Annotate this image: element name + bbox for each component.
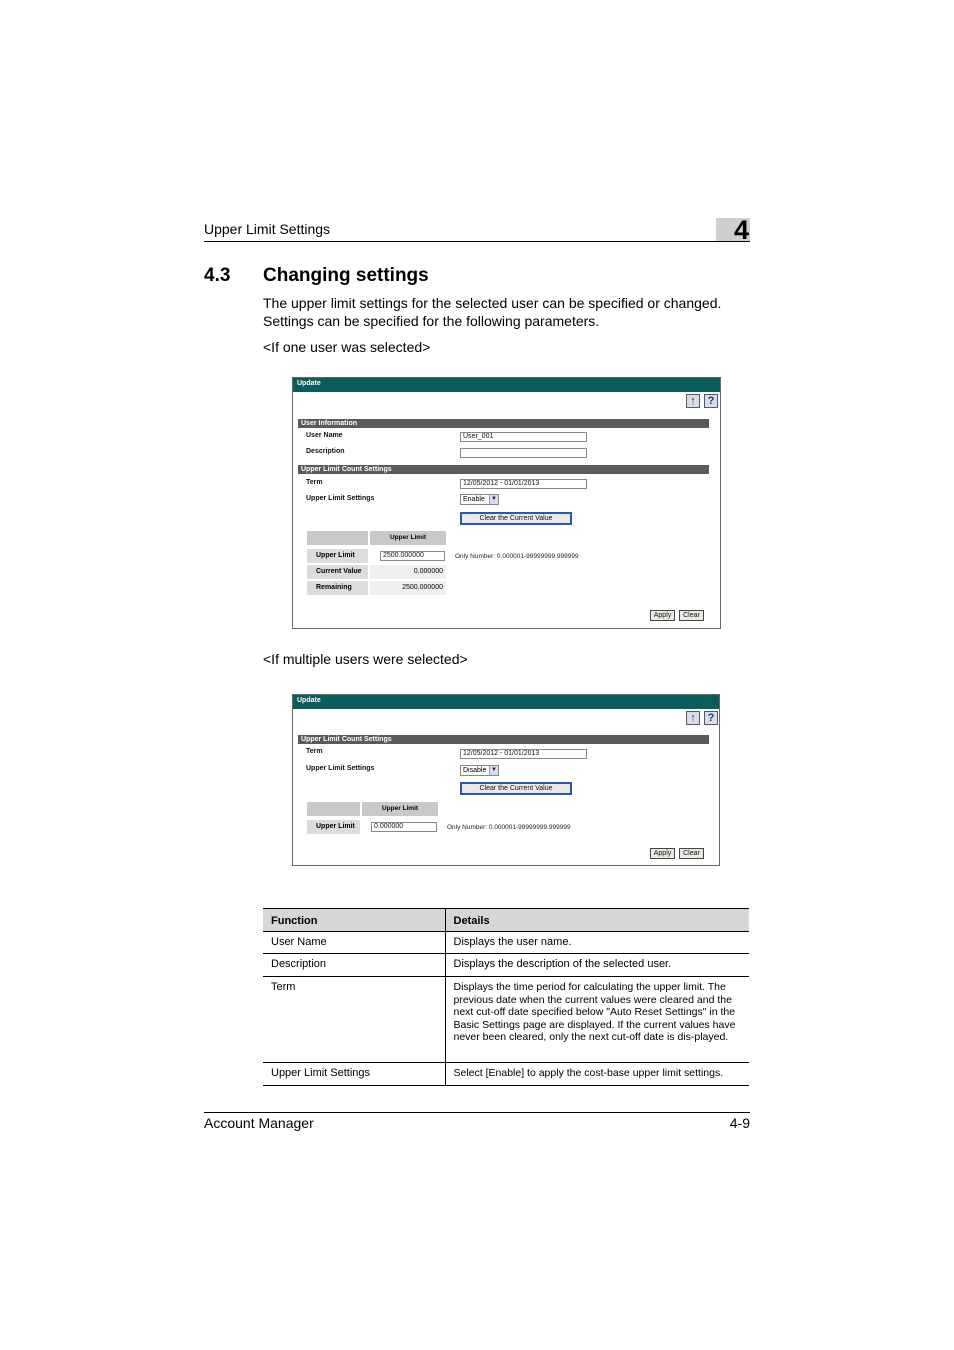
intro-line-1: The upper limit settings for the selected user can be specified or changed.	[263, 295, 722, 311]
panel-title-bar	[293, 695, 719, 709]
current-value-cell: 0.000000	[369, 564, 447, 580]
table-row	[263, 1063, 749, 1086]
apply-button[interactable]: Apply	[650, 848, 675, 859]
footer-rule	[204, 1112, 750, 1113]
row-label-upper-limit: Upper Limit	[306, 819, 361, 835]
function-column-header: Function	[263, 909, 445, 932]
row-label-remaining: Remaining	[306, 580, 369, 596]
details-cell: Displays the user name.	[445, 932, 749, 954]
count-settings-header: Upper Limit Count Settings	[298, 465, 709, 474]
term-label: Term	[306, 479, 323, 486]
upper-limit-cell	[369, 548, 447, 564]
count-settings-header: Upper Limit Count Settings	[298, 735, 709, 744]
clear-current-value-button[interactable]: Clear the Current Value	[460, 782, 572, 795]
range-hint: Only Number: 0.000001-99999999.999999	[455, 553, 579, 560]
case-single-user: <If one user was selected>	[263, 339, 431, 355]
chapter-number: 4	[733, 215, 749, 245]
function-table	[263, 908, 749, 1086]
table-row	[263, 932, 749, 954]
function-cell: User Name	[263, 932, 445, 954]
table-header-row	[263, 909, 749, 932]
row-label-current-value: Current Value	[306, 564, 369, 580]
apply-button[interactable]: Apply	[650, 610, 675, 621]
user-info-header: User Information	[298, 419, 709, 428]
upper-limit-settings-select[interactable]: Enable ▼	[460, 494, 499, 505]
update-panel-multiple	[292, 694, 720, 866]
upper-limit-settings-label: Upper Limit Settings	[306, 495, 375, 502]
table-corner-cell	[306, 530, 369, 546]
upper-limit-input[interactable]: 0.000000	[371, 822, 437, 832]
description-label: Description	[306, 448, 345, 455]
up-arrow-icon[interactable]: ↑	[686, 394, 700, 408]
help-icon[interactable]: ?	[704, 711, 718, 725]
case-multiple-users: <If multiple users were selected>	[263, 651, 468, 667]
upper-limit-col-header: Upper Limit	[361, 801, 439, 817]
panel-title: Update	[297, 380, 321, 387]
table-row	[263, 977, 749, 1063]
clear-current-value-button[interactable]: Clear the Current Value	[460, 512, 572, 525]
table-row	[263, 954, 749, 977]
header-rule	[204, 241, 750, 242]
description-field[interactable]	[460, 448, 587, 458]
term-label: Term	[306, 748, 323, 755]
details-cell: Displays the description of the selected user.	[445, 954, 749, 977]
function-cell: Upper Limit Settings	[263, 1063, 445, 1086]
footer-title: Account Manager	[204, 1115, 314, 1131]
up-arrow-icon[interactable]: ↑	[686, 711, 700, 725]
running-header: Upper Limit Settings	[204, 221, 331, 237]
remaining-cell: 2500.000000	[369, 580, 447, 596]
upper-limit-settings-select[interactable]: Disable ▼	[460, 765, 499, 776]
intro-line-2: Settings can be specified for the following parameters.	[263, 313, 600, 329]
upper-limit-cell	[361, 819, 439, 835]
details-cell: Displays the time period for calculating the upper limit. The previous date when the current values were cleared and the next cut-off date specified below "Auto Reset Settings" in the Basic Settings page are displayed. If the current values have never been cleared, only the next cut-off date is dis-played.	[445, 977, 749, 1063]
dropdown-arrow-icon: ▼	[489, 495, 498, 504]
upper-limit-settings-label: Upper Limit Settings	[306, 765, 375, 772]
user-name-label: User Name	[306, 432, 343, 439]
function-cell: Description	[263, 954, 445, 977]
function-cell: Term	[263, 977, 445, 1063]
section-title: Changing settings	[263, 265, 429, 286]
panel-title: Update	[297, 697, 321, 704]
details-column-header: Details	[445, 909, 749, 932]
table-corner-cell	[306, 801, 361, 817]
upper-limit-input[interactable]: 2500.000000	[380, 551, 445, 561]
update-panel-single	[292, 377, 721, 629]
clear-button[interactable]: Clear	[679, 848, 704, 859]
help-icon[interactable]: ?	[704, 394, 718, 408]
dropdown-arrow-icon: ▼	[489, 766, 498, 775]
panel-title-bar	[293, 378, 720, 392]
term-field: 12/05/2012 - 01/01/2013	[460, 479, 587, 489]
details-cell: Select [Enable] to apply the cost-base upper limit settings.	[445, 1063, 749, 1086]
term-field: 12/05/2012 - 01/01/2013	[460, 749, 587, 759]
user-name-field: User_001	[460, 432, 587, 442]
section-number: 4.3	[204, 265, 231, 286]
clear-button[interactable]: Clear	[679, 610, 704, 621]
upper-limit-col-header: Upper Limit	[369, 530, 447, 546]
range-hint: Only Number: 0.000001-99999999.999999	[447, 824, 571, 831]
row-label-upper-limit: Upper Limit	[306, 548, 369, 564]
page-number: 4-9	[729, 1115, 750, 1131]
